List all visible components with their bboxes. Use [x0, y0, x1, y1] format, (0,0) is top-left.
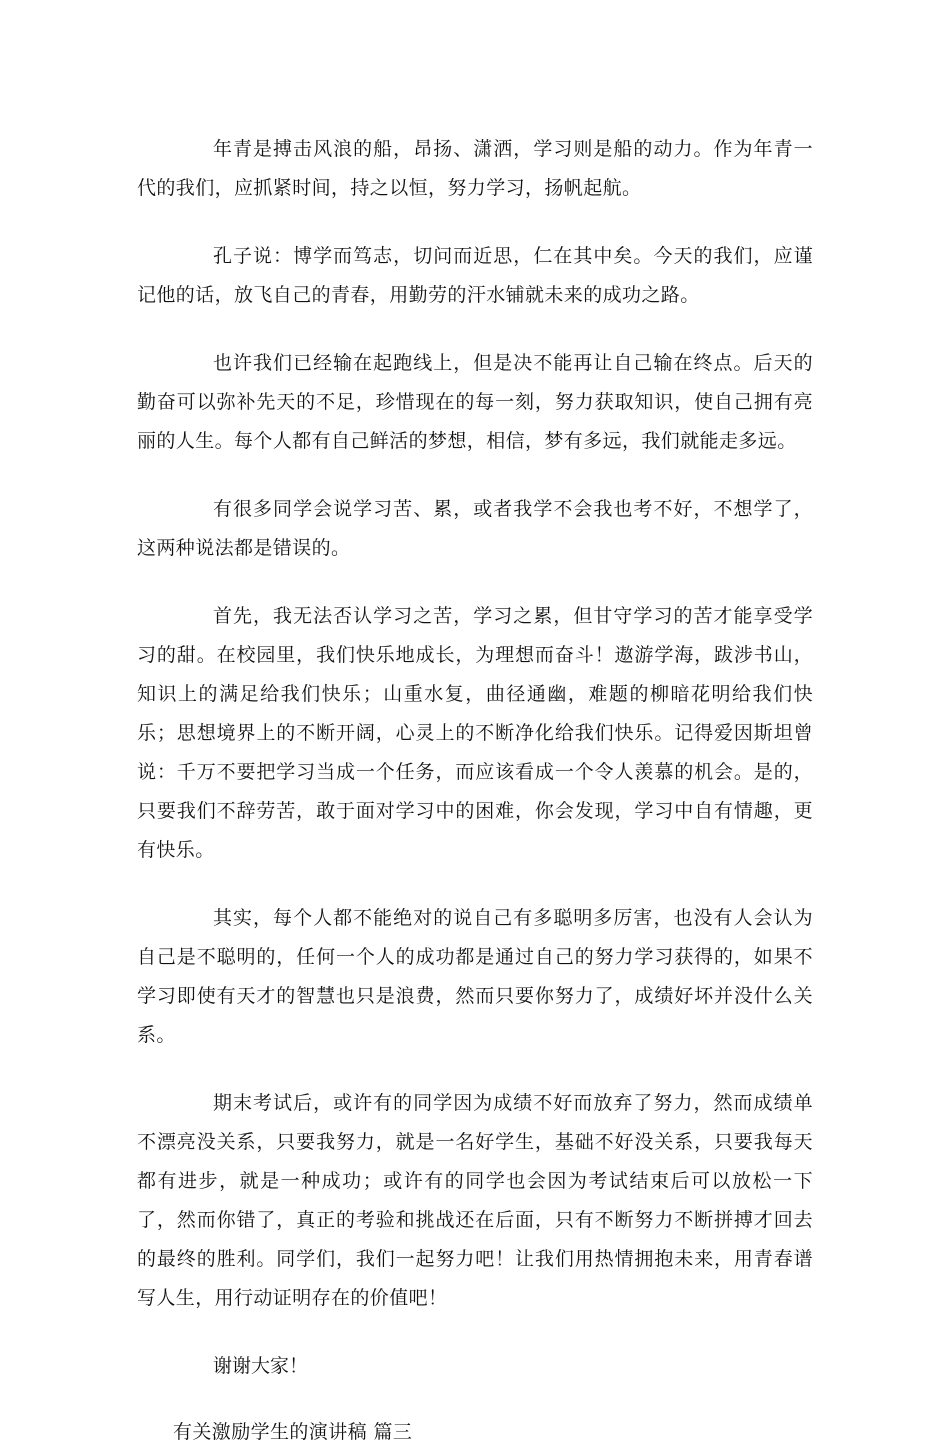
paragraph-youth-ship: 年青是搏击风浪的船，昂扬、潇洒，学习则是船的动力。作为年青一代的我们，应抓紧时间，持之以恒，努力学习，扬帆起航。: [137, 138, 813, 199]
section-heading: 有关激励学生的演讲稿 篇三: [173, 1421, 413, 1443]
paragraph-joy-of-learning: 首先，我无法否认学习之苦，学习之累，但甘守学习的苦才能享受学习的甜。在校园里，我们快乐地成长，为理想而奋斗！遨游学海，跋涉书山，知识上的满足给我们快乐；山重水复，曲径通幽，难题的柳暗花明给我们快乐；思想境界上的不断开阔，心灵上的不断净化给我们快乐。记得爱因斯坦曾说：千万不要把学习当成一个任务，而应该看成一个令人羡慕的机会。是的，只要我们不辞劳苦，敢于面对学习中的困难，你会发现，学习中自有情趣，更有快乐。: [137, 605, 813, 861]
paragraph-effort-over-talent: 其实，每个人都不能绝对的说自己有多聪明多厉害，也没有人会认为自己是不聪明的，任何一个人的成功都是通过自己的努力学习获得的，如果不学习即使有天才的智慧也只是浪费，然而只要你努力了，成绩好坏并没什么关系。: [137, 907, 813, 1046]
paragraph-hard-to-learn: 有很多同学会说学习苦、累，或者我学不会我也考不好，不想学了，这两种说法都是错误的。: [137, 498, 813, 559]
paragraph-confucius-quote: 孔子说：博学而笃志，切问而近思，仁在其中矣。今天的我们，应谨记他的话，放飞自己的青春，用勤劳的汗水铺就未来的成功之路。: [137, 245, 813, 306]
paragraph-after-final-exam: 期末考试后，或许有的同学因为成绩不好而放弃了努力，然而成绩单不漂亮没关系，只要我努力，就是一名好学生，基础不好没关系，只要我每天都有进步，就是一种成功；或许有的同学也会因为考试结束后可以放松一下了，然而你错了，真正的考验和挑战还在后面，只有不断努力不断拼搏才回去的最终的胜利。同学们，我们一起努力吧！让我们用热情拥抱未来，用青春谱写人生，用行动证明存在的价值吧！: [137, 1092, 813, 1309]
closing-thanks: 谢谢大家！: [213, 1355, 309, 1377]
document-body: [137, 130, 813, 1452]
paragraph-starting-line: 也许我们已经输在起跑线上，但是决不能再让自己输在终点。后天的勤奋可以弥补先天的不足，珍惜现在的每一刻，努力获取知识，使自己拥有亮丽的人生。每个人都有自己鲜活的梦想，相信，梦有多远，我们就能走多远。: [137, 352, 813, 452]
